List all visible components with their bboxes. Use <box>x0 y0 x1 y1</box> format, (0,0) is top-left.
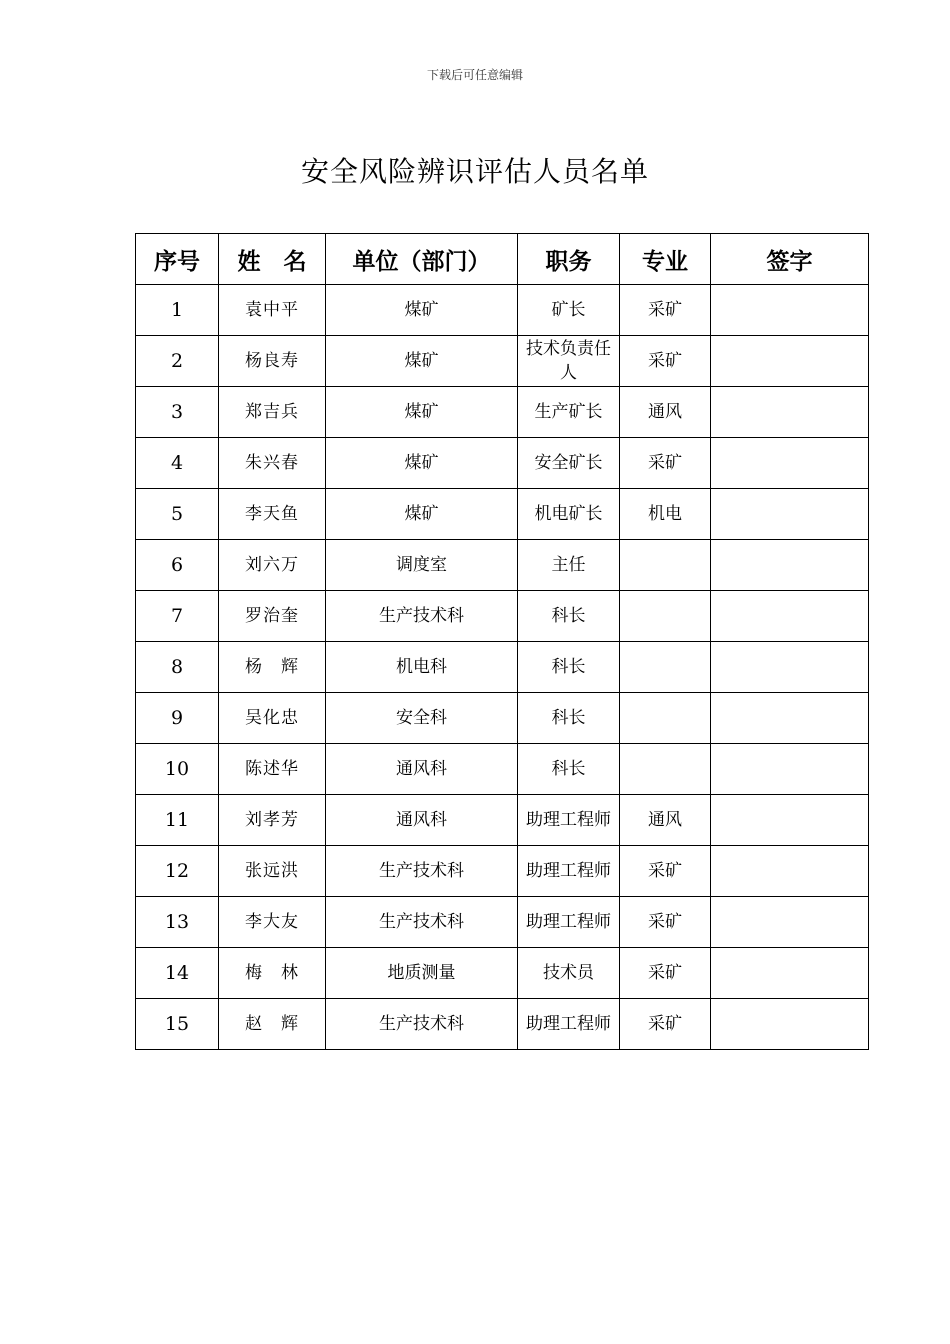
index-cell: 1 <box>136 285 219 336</box>
specialty-cell: 通风 <box>620 795 711 846</box>
signature-cell <box>711 336 869 387</box>
unit-cell: 煤矿 <box>326 336 518 387</box>
column-header-unit: 单位（部门） <box>326 234 518 285</box>
table-row <box>136 336 869 387</box>
specialty-cell <box>620 642 711 693</box>
column-header-name: 姓 名 <box>219 234 326 285</box>
name-cell: 杨良寿 <box>219 336 326 387</box>
specialty-cell: 机电 <box>620 489 711 540</box>
specialty-cell: 采矿 <box>620 336 711 387</box>
table-row <box>136 387 869 438</box>
position-cell: 机电矿长 <box>518 489 620 540</box>
unit-cell: 地质测量 <box>326 948 518 999</box>
column-header-position: 职务 <box>518 234 620 285</box>
position-cell: 生产矿长 <box>518 387 620 438</box>
table-row <box>136 489 869 540</box>
signature-cell <box>711 387 869 438</box>
table-header-row <box>136 234 869 285</box>
index-cell: 2 <box>136 336 219 387</box>
position-cell: 科长 <box>518 693 620 744</box>
unit-cell: 通风科 <box>326 744 518 795</box>
position-cell: 助理工程师 <box>518 795 620 846</box>
table-row <box>136 642 869 693</box>
unit-cell: 机电科 <box>326 642 518 693</box>
name-cell: 袁中平 <box>219 285 326 336</box>
index-cell: 8 <box>136 642 219 693</box>
specialty-cell: 通风 <box>620 387 711 438</box>
unit-cell: 通风科 <box>326 795 518 846</box>
index-cell: 10 <box>136 744 219 795</box>
unit-cell: 生产技术科 <box>326 591 518 642</box>
signature-cell <box>711 999 869 1050</box>
document-title: 安全风险辨识评估人员名单 <box>300 155 649 188</box>
position-cell: 科长 <box>518 591 620 642</box>
index-cell: 12 <box>136 846 219 897</box>
position-cell: 助理工程师 <box>518 846 620 897</box>
signature-cell <box>711 438 869 489</box>
name-cell: 杨 辉 <box>219 642 326 693</box>
specialty-cell <box>620 744 711 795</box>
position-cell: 科长 <box>518 642 620 693</box>
name-cell: 刘六万 <box>219 540 326 591</box>
signature-cell <box>711 948 869 999</box>
personnel-table <box>135 233 869 1050</box>
name-cell: 罗治奎 <box>219 591 326 642</box>
name-cell: 刘孝芳 <box>219 795 326 846</box>
index-cell: 6 <box>136 540 219 591</box>
index-cell: 15 <box>136 999 219 1050</box>
table-row <box>136 438 869 489</box>
signature-cell <box>711 540 869 591</box>
table-row <box>136 744 869 795</box>
unit-cell: 生产技术科 <box>326 999 518 1050</box>
signature-cell <box>711 744 869 795</box>
signature-cell <box>711 642 869 693</box>
position-cell: 助理工程师 <box>518 999 620 1050</box>
position-cell: 技术负责任人 <box>518 336 620 387</box>
index-cell: 4 <box>136 438 219 489</box>
table-row <box>136 999 869 1050</box>
index-cell: 13 <box>136 897 219 948</box>
specialty-cell: 采矿 <box>620 948 711 999</box>
table-row <box>136 693 869 744</box>
table-row <box>136 795 869 846</box>
index-cell: 3 <box>136 387 219 438</box>
signature-cell <box>711 795 869 846</box>
position-cell: 主任 <box>518 540 620 591</box>
index-cell: 5 <box>136 489 219 540</box>
table-row <box>136 846 869 897</box>
unit-cell: 生产技术科 <box>326 897 518 948</box>
name-cell: 赵 辉 <box>219 999 326 1050</box>
position-cell: 矿长 <box>518 285 620 336</box>
position-cell: 助理工程师 <box>518 897 620 948</box>
signature-cell <box>711 489 869 540</box>
unit-cell: 调度室 <box>326 540 518 591</box>
specialty-cell: 采矿 <box>620 897 711 948</box>
signature-cell <box>711 846 869 897</box>
table-row <box>136 591 869 642</box>
specialty-cell: 采矿 <box>620 846 711 897</box>
table-row <box>136 285 869 336</box>
signature-cell <box>711 897 869 948</box>
specialty-cell: 采矿 <box>620 438 711 489</box>
column-header-index: 序号 <box>136 234 219 285</box>
signature-cell <box>711 285 869 336</box>
unit-cell: 生产技术科 <box>326 846 518 897</box>
specialty-cell: 采矿 <box>620 999 711 1050</box>
position-cell: 技术员 <box>518 948 620 999</box>
table-body <box>136 285 869 1050</box>
column-header-specialty: 专业 <box>620 234 711 285</box>
index-cell: 9 <box>136 693 219 744</box>
name-cell: 李天鱼 <box>219 489 326 540</box>
unit-cell: 煤矿 <box>326 285 518 336</box>
name-cell: 张远洪 <box>219 846 326 897</box>
specialty-cell <box>620 693 711 744</box>
index-cell: 11 <box>136 795 219 846</box>
table-row <box>136 948 869 999</box>
specialty-cell: 采矿 <box>620 285 711 336</box>
name-cell: 梅 林 <box>219 948 326 999</box>
table-row <box>136 540 869 591</box>
unit-cell: 煤矿 <box>326 387 518 438</box>
specialty-cell <box>620 540 711 591</box>
index-cell: 14 <box>136 948 219 999</box>
index-cell: 7 <box>136 591 219 642</box>
column-header-signature: 签字 <box>711 234 869 285</box>
name-cell: 吴化忠 <box>219 693 326 744</box>
signature-cell <box>711 591 869 642</box>
name-cell: 陈述华 <box>219 744 326 795</box>
unit-cell: 煤矿 <box>326 489 518 540</box>
signature-cell <box>711 693 869 744</box>
name-cell: 郑吉兵 <box>219 387 326 438</box>
specialty-cell <box>620 591 711 642</box>
table-row <box>136 897 869 948</box>
name-cell: 李大友 <box>219 897 326 948</box>
unit-cell: 安全科 <box>326 693 518 744</box>
unit-cell: 煤矿 <box>326 438 518 489</box>
name-cell: 朱兴春 <box>219 438 326 489</box>
position-cell: 安全矿长 <box>518 438 620 489</box>
header-note: 下载后可任意编辑 <box>426 68 523 82</box>
position-cell: 科长 <box>518 744 620 795</box>
